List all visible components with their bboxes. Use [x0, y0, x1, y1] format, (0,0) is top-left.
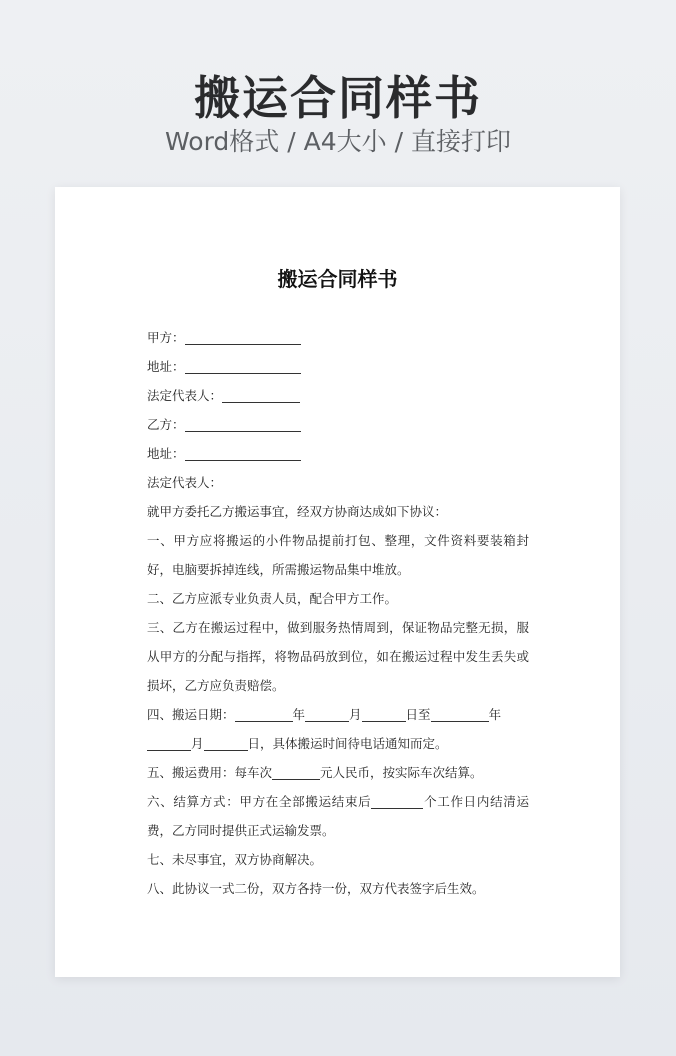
clause-5-suffix: 元人民币，按实际车次结算。	[320, 765, 483, 780]
intro-text: 就甲方委托乙方搬运事宜，经双方协商达成如下协议：	[147, 504, 448, 519]
clause-4-suffix: 日，具体搬运时间待电话通知而定。	[247, 736, 448, 751]
month-label: 月	[191, 736, 204, 751]
clause-5-prefix: 五、搬运费用：每车次	[147, 765, 273, 780]
blank-line	[185, 444, 301, 461]
clause-4-cont	[147, 729, 529, 758]
clause-6-prefix: 六、结算方式：甲方在全部搬运结束后	[147, 794, 372, 809]
blank-line	[362, 705, 406, 722]
blank-line	[147, 734, 191, 751]
blank-line	[185, 357, 301, 374]
field-label: 乙方：	[147, 417, 185, 432]
blank-line	[272, 763, 320, 780]
blank-line	[235, 705, 293, 722]
blank-line	[431, 705, 489, 722]
year-label: 年	[292, 707, 306, 722]
blank-line	[204, 734, 248, 751]
clause-4	[147, 700, 529, 729]
field-address-a	[147, 352, 529, 381]
clause-5	[147, 758, 529, 787]
field-legal-rep-a	[147, 381, 529, 410]
field-label: 地址：	[147, 446, 185, 461]
blank-line	[222, 386, 300, 403]
day-to-label: 日至	[405, 707, 431, 722]
field-party-b	[147, 410, 529, 439]
document-body	[147, 323, 529, 903]
clause-1: 一、甲方应将搬运的小件物品提前打包、整理，文件资料要装箱封好，电脑要拆掉连线，所需搬运物品集中堆放。	[147, 533, 529, 577]
blank-line	[185, 328, 301, 345]
document-page	[55, 187, 620, 977]
month-label: 月	[349, 707, 362, 722]
blank-line	[371, 792, 423, 809]
clause-6	[147, 787, 529, 845]
clause-2: 二、乙方应派专业负责人员，配合甲方工作。	[147, 591, 398, 606]
clause-4-prefix: 四、搬运日期：	[147, 707, 235, 722]
field-address-b	[147, 439, 529, 468]
clause-6-suffix: 个工作日内结清运费，乙方同时提供正式运输发票。	[147, 794, 529, 838]
clause-3: 三、乙方在搬运过程中，做到服务热情周到，保证物品完整无损，服从甲方的分配与指挥，将物品码放到位，如在搬运过程中发生丢失或损坏，乙方应负责赔偿。	[147, 620, 529, 693]
blank-line	[305, 705, 349, 722]
field-label: 地址：	[147, 359, 185, 374]
clause-7: 七、未尽事宜，双方协商解决。	[147, 852, 323, 867]
blank-line	[185, 415, 301, 432]
field-label: 法定代表人：	[147, 475, 223, 490]
clause-8: 八、此协议一式二份，双方各持一份，双方代表签字后生效。	[147, 881, 485, 896]
year-label: 年	[488, 707, 502, 722]
page-title: 搬运合同样书	[194, 71, 482, 125]
field-party-a	[147, 323, 529, 352]
page-subtitle: Word格式 / A4大小 / 直接打印	[165, 127, 511, 156]
field-label: 法定代表人：	[147, 388, 223, 403]
field-legal-rep-b	[147, 468, 529, 497]
field-label: 甲方：	[147, 330, 185, 345]
document-title: 搬运合同样书	[277, 267, 398, 291]
